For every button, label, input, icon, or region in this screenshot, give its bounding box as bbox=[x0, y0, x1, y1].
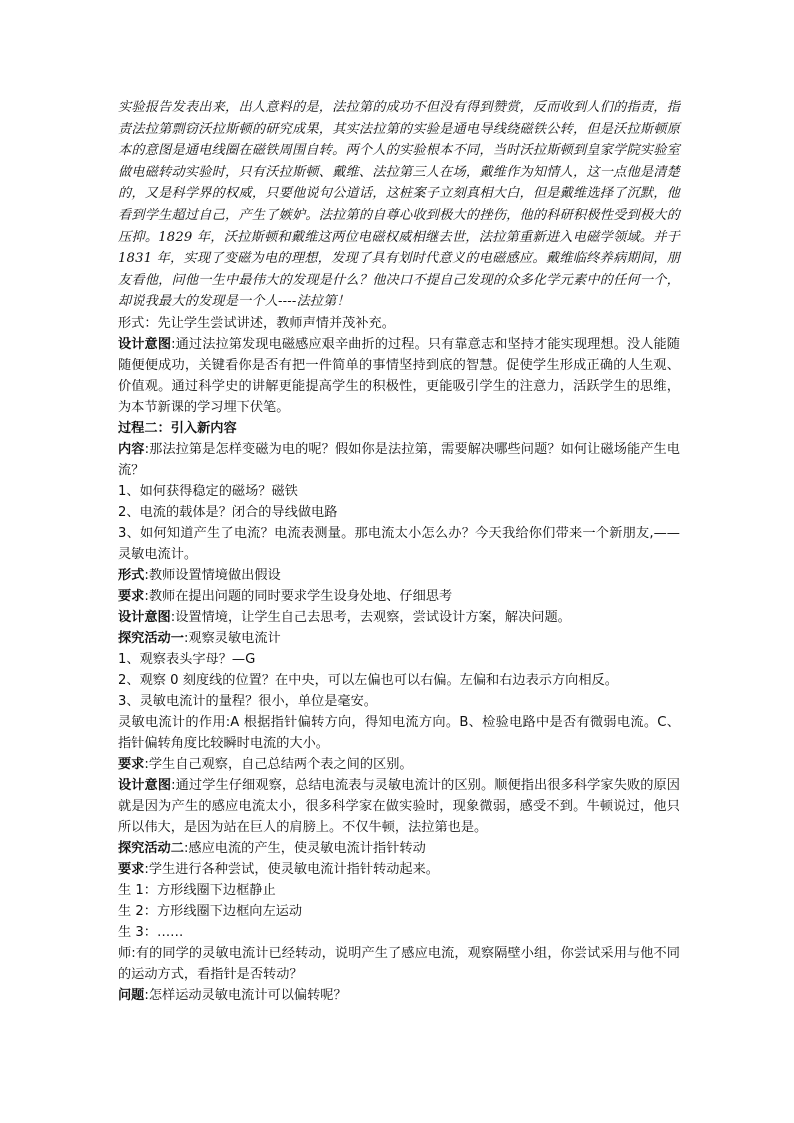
requirement-label: 要求 bbox=[118, 756, 145, 772]
design-intent-label: 设计意图 bbox=[118, 336, 172, 352]
activity-heading-2 bbox=[118, 838, 680, 859]
activity-label: 探究活动一 bbox=[118, 630, 184, 646]
observation-item-3: 3、灵敏电流计的量程？很小，单位是毫安。 bbox=[118, 693, 377, 709]
requirement-text: :学生进行各种尝试，使灵敏电流计指针转动起来。 bbox=[144, 861, 439, 877]
form-line-2 bbox=[118, 565, 680, 586]
question-text: :怎样运动灵敏电流计可以偏转呢？ bbox=[144, 987, 347, 1003]
document-page bbox=[118, 97, 680, 1006]
observation-item-2: 2、观察 0 刻度线的位置？在中央，可以左偏也可以右偏。左偏和右边表示方向相反。 bbox=[118, 672, 618, 688]
requirement-line-2 bbox=[118, 754, 680, 775]
question-item-1: 1、如何获得稳定的磁场？磁铁 bbox=[118, 483, 298, 499]
activity-text: :感应电流的产生，使灵敏电流计指针转动 bbox=[183, 840, 426, 856]
design-intent-2 bbox=[118, 607, 680, 628]
form-line-1: 形式：先让学生尝试讲述，教师声情并茂补充。 bbox=[118, 315, 395, 331]
design-intent-label: 设计意图 bbox=[118, 609, 171, 625]
requirement-line-3 bbox=[118, 859, 680, 880]
question-line bbox=[118, 985, 680, 1006]
content-paragraph bbox=[118, 439, 680, 481]
design-intent-text: :通过学生仔细观察，总结电流表与灵敏电流计的区别。顺便指出很多科学家失败的原因就是因为产生的感应电流太小，很多科学家在做实验时，现象微弱，感受不到。牛顿说过，他只所以伟大，是因为站在巨人的肩膀上。不仅牛顿，法拉第也是。 bbox=[118, 777, 680, 835]
content-text: :那法拉第是怎样变磁为电的呢？假如你是法拉第，需要解决哪些问题？如何让磁场能产生电流？ bbox=[118, 441, 680, 478]
design-intent-1 bbox=[118, 334, 680, 418]
requirement-label: 要求 bbox=[118, 861, 145, 877]
requirement-label: 要求 bbox=[118, 588, 145, 604]
requirement-line-1 bbox=[118, 586, 680, 607]
form-text: :教师设置情境做出假设 bbox=[144, 567, 281, 583]
requirement-text: :教师在提出问题的同时要求学生设身处地、仔细思考 bbox=[144, 588, 453, 604]
teacher-remark: 师:有的同学的灵敏电流计已经转动，说明产生了感应电流，观察隔壁小组，你尝试采用与他不同的运动方式，看指针是否转动？ bbox=[118, 945, 680, 982]
student-response-1: 生 1：方形线圈下边框静止 bbox=[118, 882, 276, 898]
galvanometer-function-paragraph: 灵敏电流计的作用:A 根据指针偏转方向，得知电流方向。B、检验电路中是否有微弱电流。C、指针偏转角度比较瞬时电流的大小。 bbox=[118, 714, 680, 751]
form-label: 形式 bbox=[118, 567, 145, 583]
question-item-2: 2、电流的载体是？闭合的导线做电路 bbox=[118, 504, 338, 520]
question-item-3: 3、如何知道产生了电流？电流表测量。那电流太小怎么办？今天我给你们带来一个新朋友,——灵敏电流计。 bbox=[118, 525, 680, 562]
student-response-2: 生 2：方形线圈下边框向左运动 bbox=[118, 903, 303, 919]
observation-item-1: 1、观察表头字母？—G bbox=[118, 651, 256, 667]
design-intent-label: 设计意图 bbox=[118, 777, 172, 793]
design-intent-text: :设置情境，让学生自己去思考，去观察，尝试设计方案，解决问题。 bbox=[170, 609, 571, 625]
activity-heading-1 bbox=[118, 628, 680, 649]
design-intent-3 bbox=[118, 775, 680, 838]
section-heading-process-2: 过程二：引入新内容 bbox=[118, 420, 237, 436]
faraday-story-paragraph: 实验报告发表出来，出人意料的是，法拉第的成功不但没有得到赞赏，反而收到人们的指责，指责法拉第剽窃沃拉斯顿的研究成果，其实法拉第的实验是通电导线绕磁铁公转，但是沃拉斯顿原本的意图是通电线圈在磁铁周围自转。两个人的实验根本不同，当时沃拉斯顿到皇家学院实验室做电磁转动实验时，只有沃拉斯顿、戴维、法拉第三人在场，戴维作为知情人，这一点他是清楚的，又是科学界的权威，只要他说句公道话，这桩案子立刻真相大白，但是戴维选择了沉默，他看到学生超过自己，产生了嫉妒。法拉第的自尊心收到极大的挫伤，他的科研积极性受到极大的压抑。1829 年，沃拉斯顿和戴维这两位电磁权威相继去世，法拉第重新进入电磁学领域。并于 1831 年，实现了变磁为电的理想，发现了具有划时代意义的电磁感应。戴维临终养病期间，朋友看他，问他一生中最伟大的发现是什么？他决口不提自己发现的众多化学元素中的任何一个，却说我最大的发现是一个人----法拉第！ bbox=[118, 100, 680, 310]
design-intent-text: :通过法拉第发现电磁感应艰辛曲折的过程。只有靠意志和坚持才能实现理想。没人能随随便便成功，关键看你是否有把一件简单的事情坚持到底的智慧。促使学生形成正确的人生观、价值观。通过科学史的讲解更能提高学生的积极性，更能吸引学生的注意力，活跃学生的思维，为本节新课的学习埋下伏笔。 bbox=[118, 336, 680, 415]
content-label: 内容 bbox=[118, 441, 145, 457]
question-label: 问题 bbox=[118, 987, 145, 1003]
activity-label: 探究活动二 bbox=[118, 840, 184, 856]
student-response-3: 生 3：…… bbox=[118, 924, 184, 940]
requirement-text: :学生自己观察，自己总结两个表之间的区别。 bbox=[144, 756, 413, 772]
activity-text: :观察灵敏电流计 bbox=[183, 630, 281, 646]
